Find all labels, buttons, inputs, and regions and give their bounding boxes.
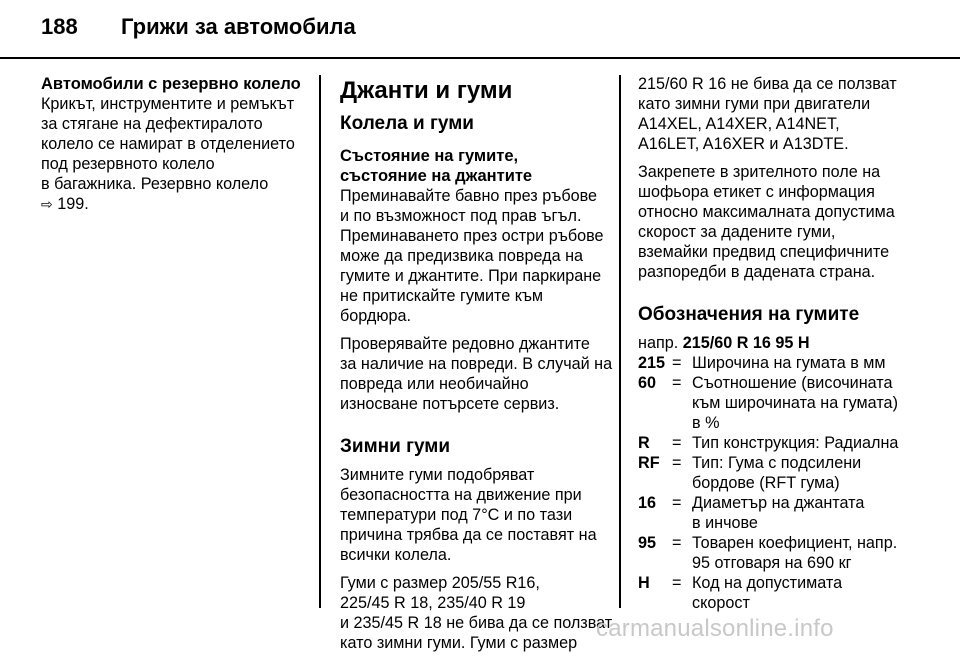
text-line: за наличие на повреди. В случай на (340, 355, 613, 373)
equals-sign: = (672, 434, 682, 452)
text-line: колело се намират в отделението (41, 135, 295, 153)
equals-sign: = (672, 374, 682, 392)
definition-code: 16 (638, 494, 657, 512)
text-line: повреда или необичайно (340, 375, 529, 393)
text-line: 215/60 R 16 не бива да се ползват (638, 75, 897, 93)
column-divider-left (319, 75, 321, 608)
text-line: Гуми с размер 205/55 R16, (340, 574, 540, 592)
heading-line: състояние на джантите (340, 167, 533, 185)
text-line: бордове (RFT гума) (692, 474, 840, 492)
text-line: за стягане на дефектиралото (41, 115, 263, 133)
definition-row (638, 493, 910, 533)
text-line: Закрепете в зрителното поле на (638, 163, 881, 181)
definition-code: H (638, 574, 650, 592)
equals-sign: = (672, 534, 682, 552)
text-line: причина трябва да се поставят на (340, 526, 597, 544)
text-line: гумите и джантите. При паркиране (340, 267, 602, 285)
text-line: A14XEL, A14XER, A14NET, (638, 115, 840, 133)
winter-tyres-heading: Зимни гуми (340, 436, 451, 457)
text-line: бордюра. (340, 307, 411, 325)
example-code: 215/60 R 16 95 H (682, 334, 810, 352)
definition-text (692, 373, 910, 433)
spare-wheel-text (41, 94, 307, 214)
text-line: Тип: Гума с подсилени (692, 454, 862, 472)
text-line: Тип конструкция: Радиална (692, 434, 899, 452)
text-line: Диаметър на джантата (692, 494, 865, 512)
text-line: скорост (692, 594, 750, 612)
text-line: и 235/45 R 18 не бива да се ползват (340, 614, 613, 632)
definition-row (638, 373, 910, 433)
definition-code: 95 (638, 534, 657, 552)
definition-row (638, 353, 910, 373)
page-reference[interactable] (41, 194, 307, 214)
definition-code: 215 (638, 354, 666, 372)
paragraph (340, 186, 606, 326)
definition-text (692, 533, 910, 573)
column-2 (340, 74, 613, 661)
condition-heading (340, 146, 606, 186)
text-line: 95 отговаря на 690 кг (692, 554, 852, 572)
text-line: Крикът, инструментите и ремъкът (41, 95, 295, 113)
text-line: вземайки предвид специфичните (638, 243, 890, 261)
text-line: температури под 7°C и по тази (340, 506, 573, 524)
equals-sign: = (672, 574, 682, 592)
spare-wheel-heading: Автомобили с резервно колело (41, 75, 301, 93)
text-line: разпоредби в дадената страна. (638, 263, 876, 281)
wheels-tyres-heading: Колела и гуми (340, 113, 474, 134)
arrow-right-icon: ⇨ (41, 196, 53, 212)
definition-code: R (638, 434, 650, 452)
column-1 (41, 74, 307, 214)
column-3 (638, 74, 910, 613)
chapter-title: Грижи за автомобила (121, 14, 356, 39)
text-line: Зимните гуми подобряват (340, 466, 535, 484)
definition-text (692, 493, 910, 533)
text-line: може да предизвика повреда на (340, 247, 584, 265)
text-line: Преминаването през остри ръбове (340, 227, 604, 245)
text-line: в % (692, 414, 720, 432)
tyre-code-definitions (638, 353, 910, 613)
text-line: и по възможност под прав ъгъл. (340, 207, 582, 225)
example-prefix: напр. (638, 334, 683, 352)
paragraph (638, 162, 910, 282)
page-reference-number: 199. (52, 195, 89, 213)
text-line: всички колела. (340, 546, 452, 564)
definition-row (638, 573, 910, 613)
text-line: като зимни гуми. Гуми с размер (340, 634, 578, 652)
paragraph (340, 573, 613, 653)
tyre-designations-heading: Обозначения на гумите (638, 304, 860, 325)
header-rule (0, 57, 960, 59)
definition-row (638, 453, 910, 493)
page-header (41, 14, 356, 50)
text-line: Преминавайте бавно през ръбове (340, 187, 598, 205)
paragraph (638, 74, 910, 154)
text-line: като зимни гуми при двигатели (638, 95, 871, 113)
equals-sign: = (672, 454, 682, 472)
watermark: carmanualsonline.info (596, 615, 834, 642)
definition-row (638, 533, 910, 573)
tyre-code-example (638, 333, 910, 353)
column-divider-right (619, 75, 621, 608)
text-line: шофьора етикет с информация (638, 183, 875, 201)
text-line: към широчината на гумата) (692, 394, 898, 412)
text-line: износване потърсете сервиз. (340, 395, 560, 413)
text-line: под резервното колело (41, 155, 215, 173)
text-line: безопасността на движение при (340, 486, 582, 504)
paragraph (340, 465, 606, 565)
heading-line: Състояние на гумите, (340, 147, 519, 165)
definition-code: 60 (638, 374, 657, 392)
text-line: относно максималната допустима (638, 203, 895, 221)
definition-code: RF (638, 454, 660, 472)
definition-text (692, 453, 910, 493)
definition-text (692, 433, 910, 453)
text-line: в багажника. Резервно колело (41, 175, 269, 193)
text-line: Товарен коефициент, напр. (692, 534, 898, 552)
text-line: скорост за дадените гуми, (638, 223, 836, 241)
definition-text (692, 353, 910, 373)
paragraph (340, 334, 613, 414)
definition-row (638, 433, 910, 453)
text-line: 225/45 R 18, 235/40 R 19 (340, 594, 526, 612)
text-line: A16LET, A16XER и A13DTE. (638, 135, 849, 153)
text-line: Проверявайте редовно джантите (340, 335, 590, 353)
equals-sign: = (672, 354, 682, 372)
text-line: Широчина на гумата в мм (692, 354, 886, 372)
text-line: Код на допустимата (692, 574, 843, 592)
text-line: Съотношение (височината (692, 374, 893, 392)
equals-sign: = (672, 494, 682, 512)
main-section-title: Джанти и гуми (340, 77, 513, 104)
text-line: не притискайте гумите към (340, 287, 544, 305)
definition-text (692, 573, 910, 613)
text-line: в инчове (692, 514, 758, 532)
page-number: 188 (41, 14, 78, 39)
